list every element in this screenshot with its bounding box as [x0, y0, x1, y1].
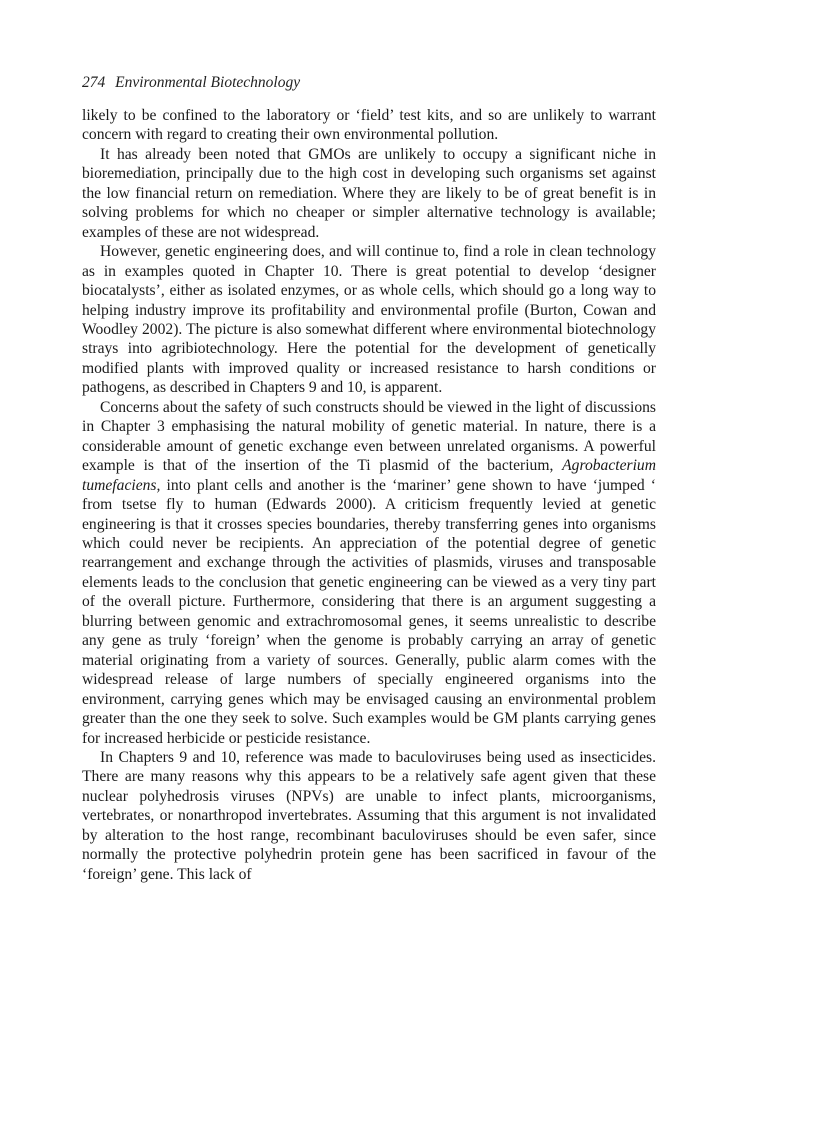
paragraph-1: likely to be confined to the laboratory or ‘field’ test kits, and so are unlikely to warrant concern with regard to creating their own environmental pollution. [82, 107, 656, 144]
paragraph-5: In Chapters 9 and 10, reference was made to baculoviruses being used as insecticides. There are many reasons why this appears to be a relatively safe agent given that these nuclear polyhedrosis viruses (NPVs) are unable to infect plants, microorganisms, vertebrates, or nonarthropod invertebrates. Assuming that this argument is not invalidated by alteration to the host range, recombinant baculoviruses should be even safer, since normally the protective polyhedrin protein gene has been sacrificed in favour of the ‘foreign’ gene. This lack of [82, 748, 656, 883]
running-title: Environmental Biotechnology [115, 74, 301, 91]
paragraph-4-part-2: into plant cells and another is the ‘mariner’ gene shown to have ‘jumped ‘ from tsetse fly to human (Edwards 2000). A criticism frequently levied at genetic engineering is that it crosses species boundaries, thereby transferring genes into organisms which could never be recipients. An appreciation of the potential degree of genetic rearrangement and exchange through the activities of plasmids, viruses and transposable elements leads to the conclusion that genetic engineering can be viewed as a very tiny part of the overall picture. Furthermore, considering that there is an argument suggesting a blurring between genomic and extrachromosomal genes, it seems unrealistic to describe any gene as truly ‘foreign’ when the genome is probably carrying an array of genetic material originating from a variety of sources. Generally, public alarm comes with the widespread release of large numbers of specially engineered organisms into the environment, carrying genes which may be envisaged causing an environmental problem greater than the one they seek to solve. Such examples would be GM plants carrying genes for increased herbicide or pesticide resistance. [82, 476, 656, 747]
paragraph-4-part-1: Concerns about the safety of such constructs should be viewed in the light of discussions in Chapter 3 emphasising the natural mobility of genetic material. In nature, there is a considerable amount of genetic exchange even between unrelated organisms. A powerful example is that of the insertion of the Ti plasmid of the bacterium, [82, 398, 656, 475]
page-number: 274 [82, 74, 106, 91]
paragraph-4 [82, 398, 656, 748]
book-page [82, 72, 656, 884]
running-header [82, 72, 656, 94]
body-text [82, 106, 656, 884]
species-name: Agrobacterium tumefaciens, [82, 457, 656, 494]
paragraph-2: It has already been noted that GMOs are unlikely to occupy a significant niche in bioremediation, principally due to the high cost in developing such organisms set against the low financial return on remediation. Where they are likely to be of great benefit is in solving problems for which no cheaper or simpler alternative technology is available; examples of these are not widespread. [82, 145, 656, 241]
paragraph-3: However, genetic engineering does, and will continue to, find a role in clean technology as in examples quoted in Chapter 10. There is great potential to develop ‘designer biocatalysts’, either as isolated enzymes, or as whole cells, which should go a long way to helping industry improve its profitability and environmental profile (Burton, Cowan and Woodley 2002). The picture is also somewhat different where environmental biotechnology strays into agribiotechnology. Here the potential for the development of genetically modified plants with improved quality or increased resistance to harsh conditions or pathogens, as described in Chapters 9 and 10, is apparent. [82, 243, 656, 397]
